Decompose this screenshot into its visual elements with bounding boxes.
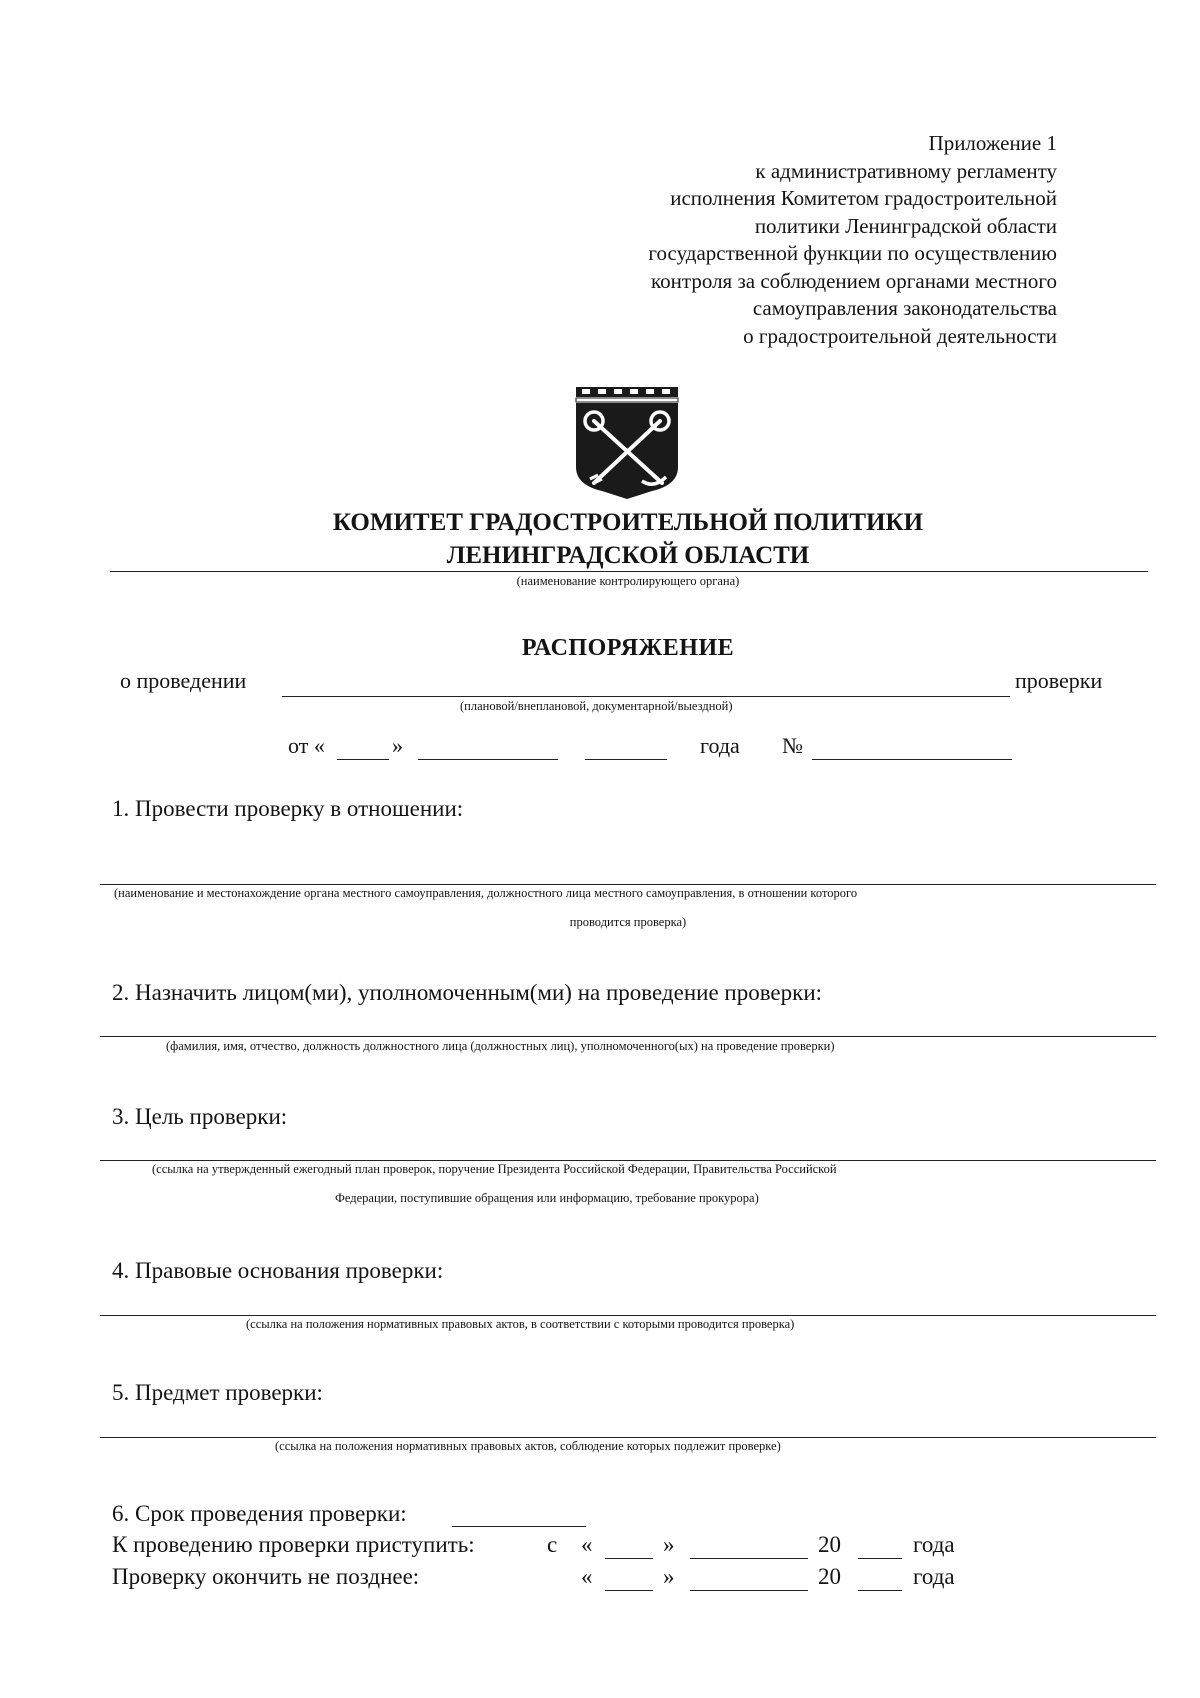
appendix-line: о градостроительной деятельности [743, 323, 1057, 348]
section-1-caption: (наименование и местонахождение органа местного самоуправления, должностного лица местного самоуправления, в отношении которого [114, 886, 858, 900]
organization-name [0, 506, 1200, 572]
section-2-title: 2. Назначить лицом(ми), уполномоченным(ми) на проведение проверки: [112, 980, 823, 1005]
section-5-title: 5. Предмет проверки: [112, 1380, 323, 1405]
start-year-word: года [913, 1532, 955, 1557]
end-month-field[interactable] [690, 1590, 808, 1591]
section-5-field[interactable] [100, 1437, 1156, 1438]
coat-of-arms-icon [572, 385, 682, 501]
date-year-label: года [700, 733, 740, 758]
section-5-caption: (ссылка на положения нормативных правовых актов, соблюдение которых подлежит проверке) [275, 1439, 781, 1453]
about-suffix: проверки [1015, 668, 1103, 693]
end-quote-open: « [581, 1564, 593, 1589]
appendix-line: исполнения Комитетом градостроительной [670, 186, 1057, 210]
end-quote-close: » [663, 1564, 675, 1589]
end-year-word: года [913, 1564, 955, 1589]
appendix-line: Приложение 1 [928, 131, 1057, 155]
org-underline [110, 571, 1148, 572]
appendix-header [517, 130, 1057, 350]
section-6-title: 6. Срок проведения проверки: [112, 1501, 407, 1526]
date-close-quote: » [392, 733, 403, 758]
document-title: РАСПОРЯЖЕНИЕ [521, 635, 735, 661]
start-day-field[interactable] [605, 1558, 653, 1559]
duration-field[interactable] [452, 1526, 586, 1527]
date-from-label: от « [288, 733, 325, 758]
start-century: 20 [818, 1532, 841, 1557]
date-year-field[interactable] [585, 759, 667, 760]
section-3-caption: (ссылка на утвержденный ежегодный план проверок, поручение Президента Российской Федерации, Правительства Российской [152, 1162, 837, 1176]
section-3-caption-cont: Федерации, поступившие обращения или информацию, требование прокурора) [335, 1191, 759, 1205]
about-prefix: о проведении [120, 668, 247, 693]
start-quote-close: » [663, 1532, 675, 1557]
start-quote-open: « [581, 1532, 593, 1557]
appendix-line: политики Ленинградской области [754, 213, 1057, 238]
organization-name-line1: КОМИТЕТ ГРАДОСТРОИТЕЛЬНОЙ ПОЛИТИКИ [332, 509, 924, 536]
order-number-field[interactable] [812, 759, 1012, 760]
appendix-line: контроля за соблюдением органами местного [651, 268, 1057, 293]
start-month-field[interactable] [690, 1558, 808, 1559]
inspection-type-caption: (плановой/внеплановой, документарной/выездной) [460, 699, 733, 713]
section-2-caption: (фамилия, имя, отчество, должность должностного лица (должностных лиц), уполномоченного(ых) на проведение проверки) [166, 1039, 835, 1053]
section-1-field[interactable] [100, 884, 1156, 885]
org-caption: (наименование контролирующего органа) [516, 574, 740, 588]
number-sign: № [782, 733, 803, 758]
organization-name-line2: ЛЕНИНГРАДСКОЙ ОБЛАСТИ [446, 542, 810, 569]
start-from-label: с [547, 1532, 558, 1557]
section-2-field[interactable] [100, 1036, 1156, 1037]
inspection-type-field[interactable] [282, 696, 1010, 697]
end-century: 20 [818, 1564, 841, 1589]
section-1-caption-cont: проводится проверка) [569, 915, 687, 929]
end-day-field[interactable] [605, 1590, 653, 1591]
start-label: К проведению проверки приступить: [112, 1532, 475, 1557]
start-year-field[interactable] [858, 1558, 902, 1559]
section-4-field[interactable] [100, 1315, 1156, 1316]
end-year-field[interactable] [858, 1590, 902, 1591]
section-1-title: 1. Провести проверку в отношении: [112, 796, 464, 821]
date-day-field[interactable] [337, 759, 389, 760]
appendix-line: государственной функции по осуществлению [648, 241, 1057, 265]
appendix-line: самоуправления законодательства [752, 296, 1057, 320]
section-4-title: 4. Правовые основания проверки: [112, 1258, 444, 1283]
appendix-line: к административному регламенту [755, 158, 1057, 183]
end-label: Проверку окончить не позднее: [112, 1564, 420, 1589]
section-3-title: 3. Цель проверки: [112, 1104, 288, 1129]
section-4-caption: (ссылка на положения нормативных правовых актов, в соответствии с которыми проводится проверка) [246, 1317, 795, 1331]
date-month-field[interactable] [418, 759, 558, 760]
section-3-field[interactable] [100, 1160, 1156, 1161]
